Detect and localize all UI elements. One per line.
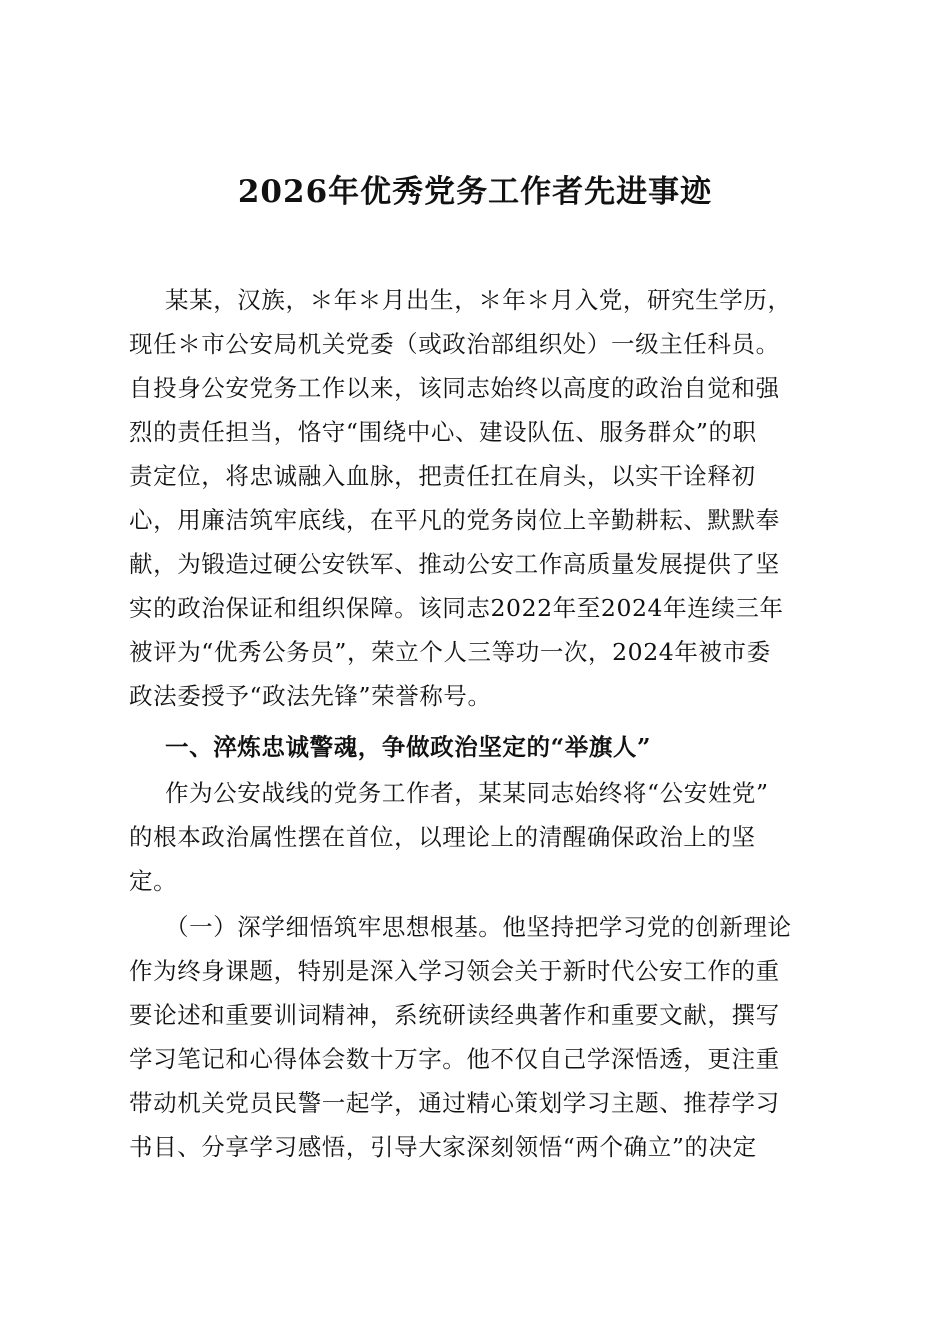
paragraph-line: 带动机关党员民警一起学，通过精心策划学习主题、推荐学习 (129, 1089, 780, 1117)
paragraph-line: 现任＊市公安局机关党委（或政治部组织处）一级主任科员。 (129, 330, 780, 358)
paragraph-line: 实的政治保证和组织保障。该同志2022年至2024年连续三年 (129, 594, 784, 622)
paragraph-line: 定。 (129, 867, 178, 895)
paragraph-line: 责定位，将忠诚融入血脉，把责任扛在肩头，以实干诠释初 (129, 462, 756, 490)
paragraph-line: 被评为“优秀公务员”，荣立个人三等功一次，2024年被市委 (129, 638, 771, 666)
section-heading: 一、淬炼忠诚警魂，争做政治坚定的“举旗人” (165, 733, 652, 761)
paragraph-line: 要论述和重要训词精神，系统研读经典著作和重要文献，撰写 (129, 1001, 780, 1029)
paragraph-line: 心，用廉洁筑牢底线，在平凡的党务岗位上辛勤耕耘、默默奉 (129, 506, 780, 534)
paragraph-line: 的根本政治属性摆在首位，以理论上的清醒确保政治上的坚 (129, 823, 756, 851)
paragraph-line: 献，为锻造过硬公安铁军、推动公安工作高质量发展提供了坚 (129, 550, 780, 578)
paragraph-line: （一）深学细悟筑牢思想根基。他坚持把学习党的创新理论 (165, 913, 792, 941)
document-title: 2026年优秀党务工作者先进事迹 (237, 174, 713, 210)
paragraph-line: 政法委授予“政法先锋”荣誉称号。 (129, 682, 492, 710)
paragraph-line: 作为公安战线的党务工作者，某某同志始终将“公安姓党” (165, 779, 769, 807)
paragraph-line: 作为终身课题，特别是深入学习领会关于新时代公安工作的重 (129, 957, 780, 985)
paragraph-line: 学习笔记和心得体会数十万字。他不仅自己学深悟透，更注重 (129, 1045, 780, 1073)
paragraph-line: 自投身公安党务工作以来，该同志始终以高度的政治自觉和强 (129, 374, 780, 402)
paragraph-line: 某某，汉族，＊年＊月出生，＊年＊月入党，研究生学历， (165, 286, 792, 314)
paragraph-line: 烈的责任担当，恪守“围绕中心、建设队伍、服务群众”的职 (129, 418, 757, 446)
paragraph-line: 书目、分享学习感悟，引导大家深刻领悟“两个确立”的决定 (129, 1133, 757, 1161)
